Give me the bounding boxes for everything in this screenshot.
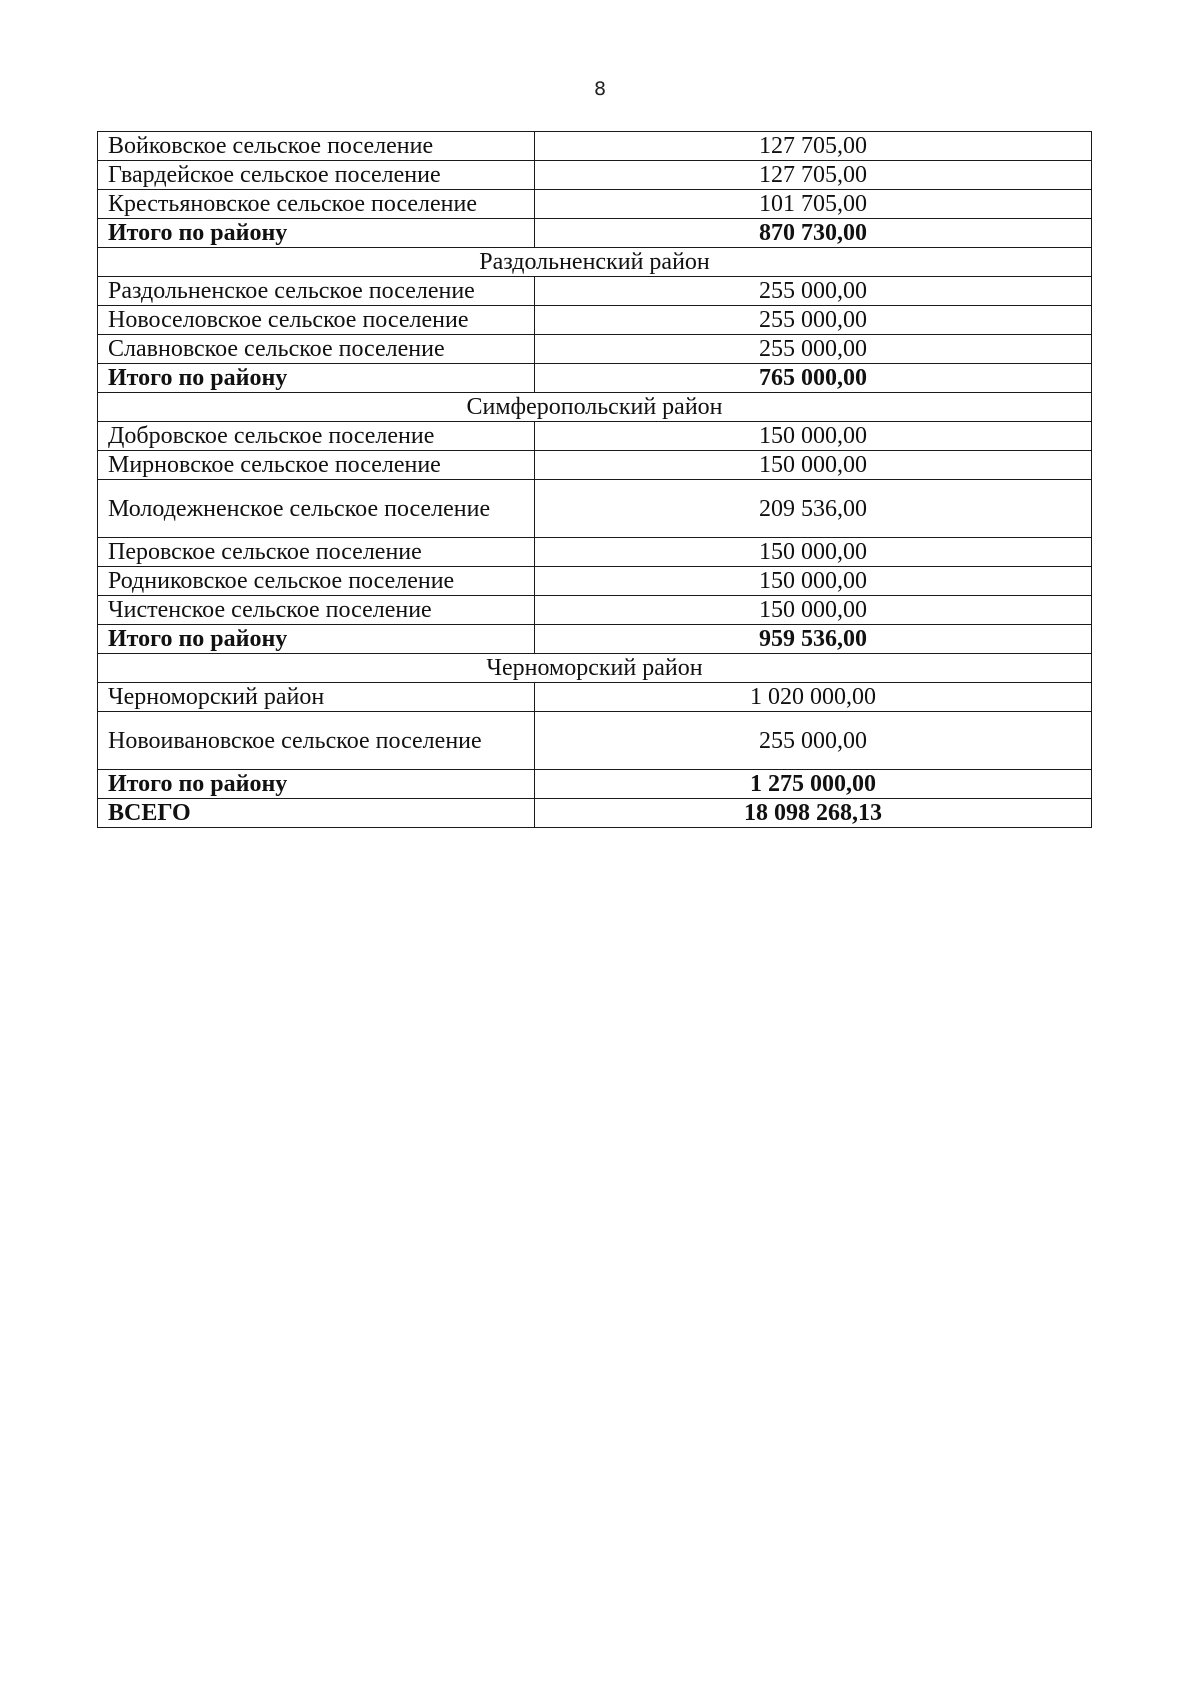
table-row bbox=[98, 132, 1092, 161]
district-total-row bbox=[98, 770, 1092, 799]
grand-total-row bbox=[98, 799, 1092, 828]
amount-cell: 255 000,00 bbox=[535, 306, 1092, 335]
table-row bbox=[98, 451, 1092, 480]
district-total-row bbox=[98, 364, 1092, 393]
settlement-name: Гвардейское сельское поселение bbox=[98, 161, 535, 190]
settlement-name: Чистенское сельское поселение bbox=[98, 596, 535, 625]
settlement-name: Войковское сельское поселение bbox=[98, 132, 535, 161]
region-heading: Симферопольский район bbox=[98, 393, 1092, 422]
amount-cell: 127 705,00 bbox=[535, 161, 1092, 190]
table-row bbox=[98, 567, 1092, 596]
table-row bbox=[98, 538, 1092, 567]
table-row bbox=[98, 277, 1092, 306]
amount-cell: 127 705,00 bbox=[535, 132, 1092, 161]
settlement-name: Молодежненское сельское поселение bbox=[98, 480, 535, 538]
amount-cell: 101 705,00 bbox=[535, 190, 1092, 219]
total-amount: 18 098 268,13 bbox=[535, 799, 1092, 828]
amount-cell: 150 000,00 bbox=[535, 538, 1092, 567]
settlement-name: Крестьяновское сельское поселение bbox=[98, 190, 535, 219]
table-row bbox=[98, 335, 1092, 364]
table-row bbox=[98, 306, 1092, 335]
settlement-name: Новоивановское сельское поселение bbox=[98, 712, 535, 770]
settlement-name: Черноморский район bbox=[98, 683, 535, 712]
settlement-name: Мирновское сельское поселение bbox=[98, 451, 535, 480]
settlement-name: Добровское сельское поселение bbox=[98, 422, 535, 451]
region-heading: Черноморский район bbox=[98, 654, 1092, 683]
amount-cell: 150 000,00 bbox=[535, 567, 1092, 596]
total-amount: 765 000,00 bbox=[535, 364, 1092, 393]
amount-cell: 150 000,00 bbox=[535, 422, 1092, 451]
amount-cell: 209 536,00 bbox=[535, 480, 1092, 538]
total-label: Итого по району bbox=[98, 219, 535, 248]
amount-cell: 1 020 000,00 bbox=[535, 683, 1092, 712]
amount-cell: 150 000,00 bbox=[535, 451, 1092, 480]
amount-cell: 255 000,00 bbox=[535, 712, 1092, 770]
total-amount: 870 730,00 bbox=[535, 219, 1092, 248]
amount-cell: 255 000,00 bbox=[535, 277, 1092, 306]
settlement-name: Новоселовское сельское поселение bbox=[98, 306, 535, 335]
total-label: Итого по району bbox=[98, 770, 535, 799]
table-row bbox=[98, 161, 1092, 190]
table-row bbox=[98, 683, 1092, 712]
settlement-name: Раздольненское сельское поселение bbox=[98, 277, 535, 306]
table-row bbox=[98, 712, 1092, 770]
region-heading-row bbox=[98, 393, 1092, 422]
region-heading-row bbox=[98, 654, 1092, 683]
total-label: Итого по району bbox=[98, 625, 535, 654]
table-row bbox=[98, 190, 1092, 219]
total-label: ВСЕГО bbox=[98, 799, 535, 828]
region-heading: Раздольненский район bbox=[98, 248, 1092, 277]
settlement-name: Перовское сельское поселение bbox=[98, 538, 535, 567]
table-row bbox=[98, 480, 1092, 538]
settlement-name: Славновское сельское поселение bbox=[98, 335, 535, 364]
region-heading-row bbox=[98, 248, 1092, 277]
page-number: 8 bbox=[593, 78, 607, 100]
district-total-row bbox=[98, 625, 1092, 654]
allocation-table-body bbox=[98, 132, 1092, 828]
table-row bbox=[98, 596, 1092, 625]
total-label: Итого по району bbox=[98, 364, 535, 393]
settlement-name: Родниковское сельское поселение bbox=[98, 567, 535, 596]
amount-cell: 255 000,00 bbox=[535, 335, 1092, 364]
total-amount: 1 275 000,00 bbox=[535, 770, 1092, 799]
allocation-table bbox=[97, 131, 1092, 828]
table-row bbox=[98, 422, 1092, 451]
amount-cell: 150 000,00 bbox=[535, 596, 1092, 625]
total-amount: 959 536,00 bbox=[535, 625, 1092, 654]
district-total-row bbox=[98, 219, 1092, 248]
